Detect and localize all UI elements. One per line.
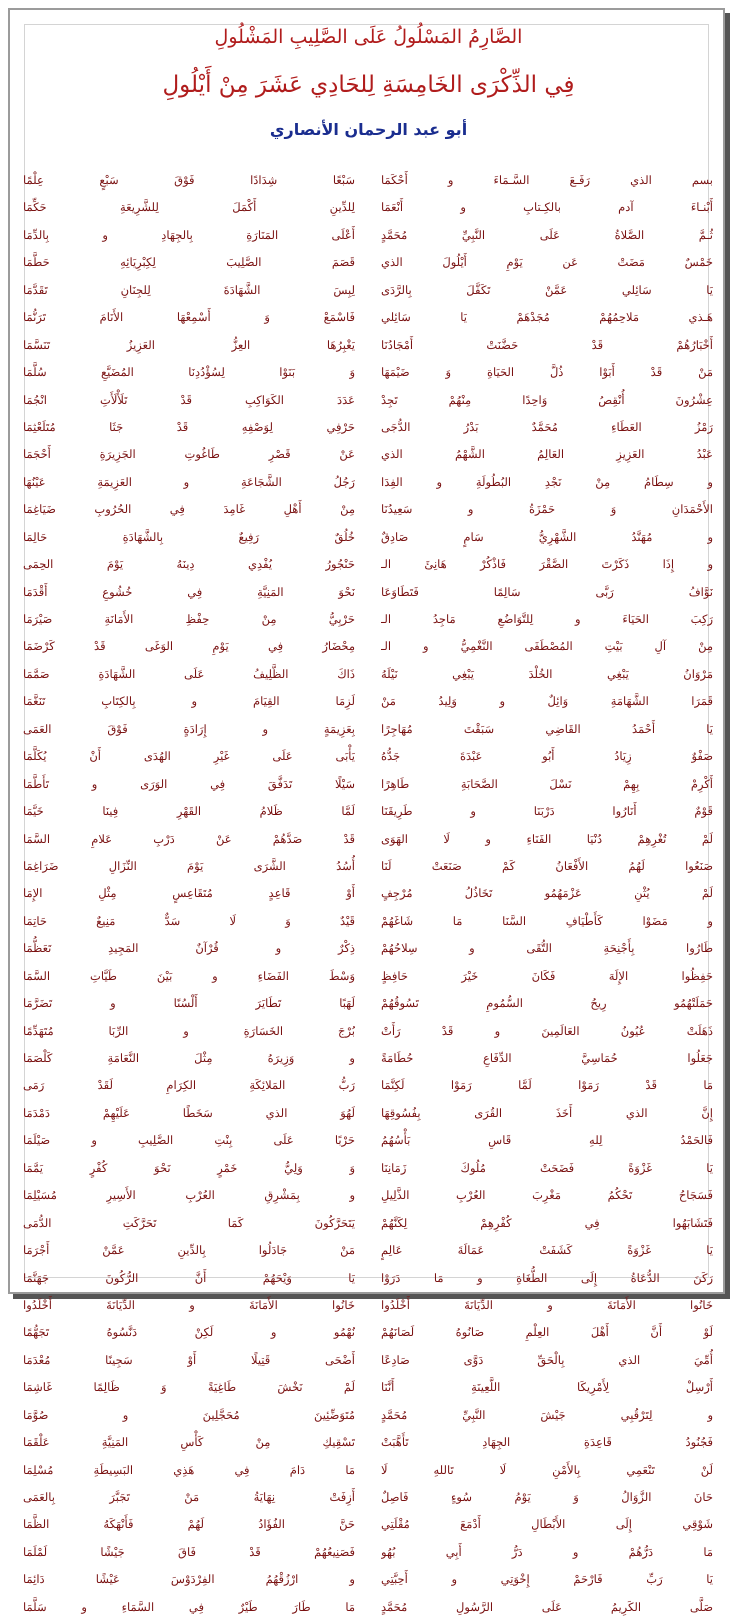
verse-line: بسم الذي رَفَـعَ السَّـمَاءَ و أَحْكَمَا (381, 173, 713, 187)
verse-line: رَمْزُ العَطَاءِ مُحَمَّدٌ بَدْرُ الدُّجَى (381, 419, 713, 434)
verse-line: حَنْجُورُ يُفْدِي دِينَهُ يَوْمَ الحِمَى (23, 557, 355, 572)
verse-line: صَفْوٌ زِيَادُ أَبُو عَبْدَةَ جَدُّهُ (381, 749, 713, 764)
verse-line: فَصَنِيعُهُمْ قَدْ فَاقَ جَيْشًا لَمْلَمَا (23, 1544, 355, 1559)
verse-line: يَأْبَى عَلَى غَيْرِ الهُدَى أَنْ يُكَلَّمَا (23, 749, 355, 764)
verse-line: نَوَّافُ رَبَّى سَالِمًا فَتَطَاوَعَا (381, 584, 713, 599)
verse-line: أَكْرِمْ بِهِمْ نَسْلَ الصَّحَابَةِ طَاهِرًا (381, 776, 713, 791)
verse-line: و سِطَامُ مِنْ نَجْدِ البُطُولَةِ و الفِدَا (381, 474, 713, 489)
verse-line: مَا دَامَ فِي هَذِي البَسِيطَةِ مُسْلِمَا (23, 1462, 355, 1477)
verse-line: صَنَعُوا لَهُمُ الأَفْعَانُ كَمْ صَنَعَتْ لَنَا (381, 858, 713, 873)
verse-line: لَمَّا ظَلامُ القَهْرِ فِينَا خَيَّمَا (23, 804, 355, 819)
poem-right-column (381, 167, 713, 1621)
verse-line: طَارُوا بِأَجْنِحَةِ التُّقَى و سِلاحُهُمْ (381, 941, 713, 956)
verse-line: لَنْ تَنْعَمِي بِالأَمْنِ لَا تَاللهِ لَا (381, 1462, 713, 1477)
verse-line: سَبْعًا شِدَادًا فَوْقَ سَبْعٍ عِلْمًا (23, 173, 355, 187)
verse-line: لَهَبًا تَطَايَرَ أَلْسُنًا و تَضَرَّمَا (23, 996, 355, 1011)
verse-line: أُمِّيَ الذي بِالْحَقِّ دَوَّى صَادِعًا (381, 1352, 713, 1367)
poem-author: أبو عبد الرحمان الأنصاري (269, 120, 468, 139)
verse-line: مَنْ جَادَلُوا بِالدِّينِ عَمَّنْ أَجْرَمَا (23, 1243, 355, 1258)
verse-line: حَرْبًا عَلَى بِنْتِ الصَّلِيبِ و صَيْلَمَا (23, 1133, 355, 1148)
verse-line: رَكِبَ الحَيَاءَ و لِلتَّوَاضُعِ مَاجِدُ الـ (381, 612, 713, 626)
verse-line: خَانُوا الأَمَانَةَ و الدِّيَانَةَ أَخْلَدُوا (23, 1297, 355, 1312)
verse-line: قَوْمٌ أَنَارُوا دَرْبَنَا و طَرِيقَنَا (381, 804, 713, 819)
verse-line: أَعْلَى المَنَارَةِ بِالجِهَادِ و بِالدِّمَا (23, 227, 355, 242)
verse-line: خَانُوا الأَمَانَةَ و الدِّيَانَةَ أَخْلَدُوا (381, 1297, 713, 1312)
verse-line: و إِذَا ذَكَرْتَ الصَّقْرَ فَاذْكُرْ هَانِئَ الـ (381, 557, 713, 572)
verse-line: يَا غَزْوَةً كَشَفَتْ عَمَالَةَ عَالِمٍ (381, 1243, 713, 1258)
verse-line: قَمَرَا الشَّهَامَةِ وَائِلٌ و وَلِيدُ مَنْ (381, 694, 713, 709)
verse-line: وَ وَلِيُّ خَمْرٍ نَحْوَ كُفْرٍ يَمَّمَا (23, 1160, 355, 1175)
verse-line: فَاسْمَعْ وَ أَسْمِعْهَا الأَنَامَ تَرَنُّمَا (23, 310, 355, 325)
verse-line: أَضْحَى قَتِيلًا أَوْ سَجِينًا مُعْدَمَا (23, 1352, 355, 1367)
verse-line: نَحْوَ المَنِيَّةِ فِي خُشُوعِ أَقْدَمَا (23, 584, 355, 599)
verse-line: خُلُقٌ رَفِيعٌ بِالشَّهَادَةِ حَالِمَا (23, 529, 355, 544)
verse-line: رَجُلُ الشَّجَاعَةِ و العَزِيمَةِ عَيْنُهَا (23, 474, 355, 489)
verse-line: يَا غَزْوَةً فَضَحَتْ مُلُوكَ زَمَانِنَا (381, 1160, 713, 1175)
verse-line: عَنْ قَصْرِ طَاغُوتِ الجَزِيرَةِ أَحْجَمَا (23, 447, 355, 462)
verse-line: قَصَمَ الصَّلِيبَ لِكِبْرِيَائِهِ حَطَّمَا (23, 255, 355, 270)
verse-line: فَالحَمْدُ لِلهِ قَاسِ بَأْسُهُمُ (381, 1133, 713, 1148)
verse-line: ثُـمَّ الصَّلاةُ عَلَى النَّبِيِّ مُحَمَّدٍ (381, 227, 713, 242)
verse-line: خَمْسٌ مَضَتْ عَن يَوْمِ أَيْلُولَ الذي (381, 255, 713, 270)
verse-line: وَسْطَ الفَضَاءِ و بَيْنَ طَيَّاتِ السَّمَا (23, 968, 355, 983)
verse-line: مَنْ قَدْ أَبَوْا ذُلَّ الحَيَاةِ وَ ضَيْمَهَا (381, 365, 713, 380)
verse-line: وَ بَنَوْا لِسُؤْدُدِنَا المُضَيَّعِ سُلَّمَا (23, 365, 355, 380)
verse-line: شَوْقِي إِلَى الأَبْطَالِ أَدْمَعَ مُقْلَتِي (381, 1517, 713, 1532)
verse-line: لِلدِّينِ أَكْمَلَ لِلشَّرِيعَةِ حَكِّمَا (23, 200, 355, 215)
verse-line: يَا أَحْمَدُ القَاضِي سَبَقْتَ مُهَاجِرًا (381, 721, 713, 736)
verse-line: نُهْمُو و لَكِنْ دَنَّسُوهُ تَجَهُّمًا (23, 1325, 355, 1340)
verse-line: و وَزِيرَهُ مِثْلَ النَّعَامَةِ كَلْصَمَا (23, 1051, 355, 1065)
verse-line: أَزِفَتْ نِهَايَةُ مَنْ تَجَبَّرَ بِالعَمَى (23, 1490, 355, 1504)
verse-line: حَمَلَتْهُمُو رِيحُ السُّمُومِ تَسُوقُهُمْ (381, 996, 713, 1011)
verse-line: و بِمَشْرِقِ العُرْبِ الأَسِيرِ مُسَيْلِمَا (23, 1188, 355, 1203)
verse-line: لَمْ يُثْنِ عَزْمَهُمُو تَخَاذُلُ مُرْجِفٍ (381, 886, 713, 901)
verse-line: جَعَلُوا حُمَاسِيَّ الدِّفَاعِ حُطَامَةً (381, 1051, 713, 1065)
verse-line: لِبِسَ الشَّهَادَةَ لِلجِنَانِ تَقَدَّمَا (23, 282, 355, 297)
verse-line: أَبْنـاءَ آدم بالكِـتابِ و أَنْعَمَا (381, 200, 713, 215)
verse-line: مَرْوَانُ يَبْغِي الخُلْدَ يَبْغِي نَيْلَهُ (381, 666, 713, 681)
verse-line: لَوْ أَنَّ أَهْلَ العِلْمِ صَانُوهُ لَصَانَهُمْ (381, 1325, 713, 1340)
verse-line: أَخْبَارُهُمْ قَدْ حَضَّنَتْ أَمْجَادُنَا (381, 337, 713, 352)
verse-line: فَسَجَاحُ تَحْكُمُ مَغْرِبَ العُرْبِ الذَّلِيلِ (381, 1188, 713, 1203)
verse-line: حَانَ الزَّوَالُ وَ يَوْمُ سُوءٍ فَاصِلٌ (381, 1490, 713, 1504)
verse-line: و لِتَرْقُبِي جَيْشَ النَّبِيِّ مُحَمَّدٍ (381, 1407, 713, 1422)
verse-line: تَسْقِيكِ مِنْ كَأْسِ المَنِيَّةِ عَلْقَمَا (23, 1435, 355, 1450)
verse-line: ذَاكَ الظَّلِيفُ عَلَى الشَّهَادَةِ صَمَّمَا (23, 666, 355, 681)
verse-line: مُتَوَضِّئِينَ مُحَجَّلِينَ و صُوَّمَا (23, 1407, 355, 1422)
verse-line: مَا طَارَ طَيْرٌ فِي السَّمَاءِ و سَلَّمَا (23, 1599, 355, 1614)
verse-line: إِنَّ الذي أَخَذَ القُرَى بِفُسُوقِهَا (381, 1105, 713, 1120)
verse-line: حَفِظُوا الإِلَهَ فَكَانَ خَيْرَ حَافِظٍ (381, 968, 713, 983)
verse-line: و ارْزُقْهُمُ الفِرْدَوْسَ عَيْشًا دَائِمَا (23, 1572, 355, 1587)
verse-line: بُرْجَ الخَسَارَةِ و الرِّبَا مُتَهَدِّمًا (23, 1023, 355, 1038)
verse-line: ذِكْرٌ و قُرْآنٌ المَجِيدِ تَعَظُّمَا (23, 941, 355, 956)
verse-line: فَتَشَابَهُوا فِي كُفْرِهِمْ لِكَنَّهُمْ (381, 1215, 713, 1230)
verse-line: قَيْدٌ وَ لَا سَدٌّ مَنِيعٌ حَاتِمَا (23, 913, 355, 928)
verse-line: مِحْضَارُ فِي يَوْمِ الوَغَى قَدْ كَرْضَمَا (23, 639, 355, 654)
verse-line: يَا وَيْحَهُمْ أَنَّ الرُّكُونَ جَهَنَّمَا (23, 1270, 355, 1285)
poem-subtitle: فِي الذِّكْرَى الخَامِسَةِ لِلحَادِي عَشَرَ مِنْ أَيْلُولِ (162, 72, 575, 98)
verse-line: لَمْ نَخْشَ طَاغِيَةً وَ ظَالِمًا غَاشِمَا (23, 1380, 355, 1395)
verse-line: مَا قَدْ رَمَوْا لَمَّا رَمَوْا لَكِنَّمَا (381, 1078, 713, 1093)
verse-line: أَرْسِلْ لِأَمْرِيكَا اللَّعِينَةِ أَنَّنَا (381, 1380, 713, 1395)
poem-left-column (23, 167, 355, 1621)
verse-line: عَدَدَ الكَوَاكِبِ قَدْ تَلَأْلَأَتِ انْجُمَا (23, 392, 355, 407)
verse-line: يَتَحَرَّكُونَ كَمَا تَحَرَّكَتِ الدُّمَى (23, 1215, 355, 1230)
verse-line: هَـذي مَلاحِمُهُمْ مُجَدْهَمْ يَا سَائِلي (381, 310, 713, 325)
verse-line: ذَهَلَتْ عُيُونُ العَالَمِينَ و قَدْ رَأَتْ (381, 1023, 713, 1038)
verse-line: لَزِمَا القِيَامَ و بِالكِتَابِ تَنَغَّمَا (23, 694, 355, 709)
verse-line: مِنْ أَهْلِ غَامِدَ فِي الحُرُوبِ ضَيَاغِمَا (23, 502, 355, 517)
verse-line: قَدْ صَدَّهُمْ عَنْ دَرْبِ عَلامِ السَّمَا (23, 831, 355, 846)
verse-line: يَا رَبِّ فَارْحَمْ إِخْوَتِي و أَحِبَّتِي (381, 1572, 713, 1587)
verse-line: يَا سَائِلي عَمَّنْ تَكَفَّلَ بِالرَّدَى (381, 282, 713, 297)
verse-line: حَرْفِي لِوَصْفِهِ قَدْ جَثَا مُتَلَعْثِمَا (23, 419, 355, 434)
verse-line: أَوْ قَاعِدٍ مُتَقَاعِسٍ مِثْلِ الإِمَا (23, 886, 355, 901)
verse-line: مِنْ آلِ بَيْتِ المُصْطَفَى النَّغْمِيُّ و الـ (381, 639, 713, 654)
verse-line: حَنَّ الفُؤَادُ لَهُمْ فَأَنْهَكَهُ الظَّمَا (23, 1517, 355, 1532)
verse-line: عَبْدُ العَزِيزِ العَالِمُ الشَّهْمُ الذي (381, 447, 713, 462)
verse-line: لَمْ تُغْرِهِمْ دُنْيَا الفَنَاءِ و لَا الهَوَى (381, 831, 713, 846)
verse-line: لَهُوَ الذي سَخَطًا عَلَيْهِمْ دَمْدَمَا (23, 1105, 355, 1120)
verse-line: الأَحْمَدَانِ وَ حَمْزَةُ و سَعِيدُنَا (381, 502, 713, 517)
verse-line: حَرْبِيُّ مِنْ حِفْظِ الأَمَانَةِ صَيْرَمَا (23, 612, 355, 626)
verse-line: رَكَنَ الدُّعَاةُ إِلَى الطُّغَاةِ و مَا دَرَوْا (381, 1270, 713, 1285)
verse-line: أُسُدُ الشَّرَى يَوْمَ النِّزَالِ ضَرَاغِمَا (23, 858, 355, 873)
verse-line: و مُهَنَّدُ الشَّهْرِيُّ سَامٍ صَادِقٌ (381, 529, 713, 544)
verse-line: سَيْلًا تَدَفَّقَ فِي الوَرَى و تَأَطَّمَا (23, 776, 355, 791)
verse-line: عِشْرُونَ أُنْقِصُ وَاحِدًا مِنْهُمْ تَجِدْ (381, 392, 713, 407)
verse-line: فَجُنُودُ قَاعِدَةِ الجِهَادِ تَأَهَّبَتْ (381, 1435, 713, 1450)
poem-title: الصَّارِمُ المَسْلُولُ عَلَى الصَّلِيبِ المَشْلُولِ (214, 26, 523, 48)
verse-line: و مَضَوْا كَأَطْيَافِ السَّنَا مَا شَاغَهُمْ (381, 913, 713, 928)
verse-line: رَبُّ المَلائِكَةِ الكِرَامِ لَقَدْ رَمَى (23, 1078, 355, 1093)
verse-line: صَلَّى الكَرِيمُ عَلَى الرَّسُولِ مُحَمَّدٍ (381, 1599, 713, 1614)
verse-line: مَا دَرُّهُمْ و دَرُّ أَبِي بُهُو (381, 1544, 713, 1559)
verse-line: بِعَزِيمَةٍ و إِرَادَةٍ فَوْقَ العَمَى (23, 721, 355, 736)
verse-line: يَغْبِرُهَا العِزُّ العَزِيزُ تَنَسَّمَا (23, 337, 355, 352)
